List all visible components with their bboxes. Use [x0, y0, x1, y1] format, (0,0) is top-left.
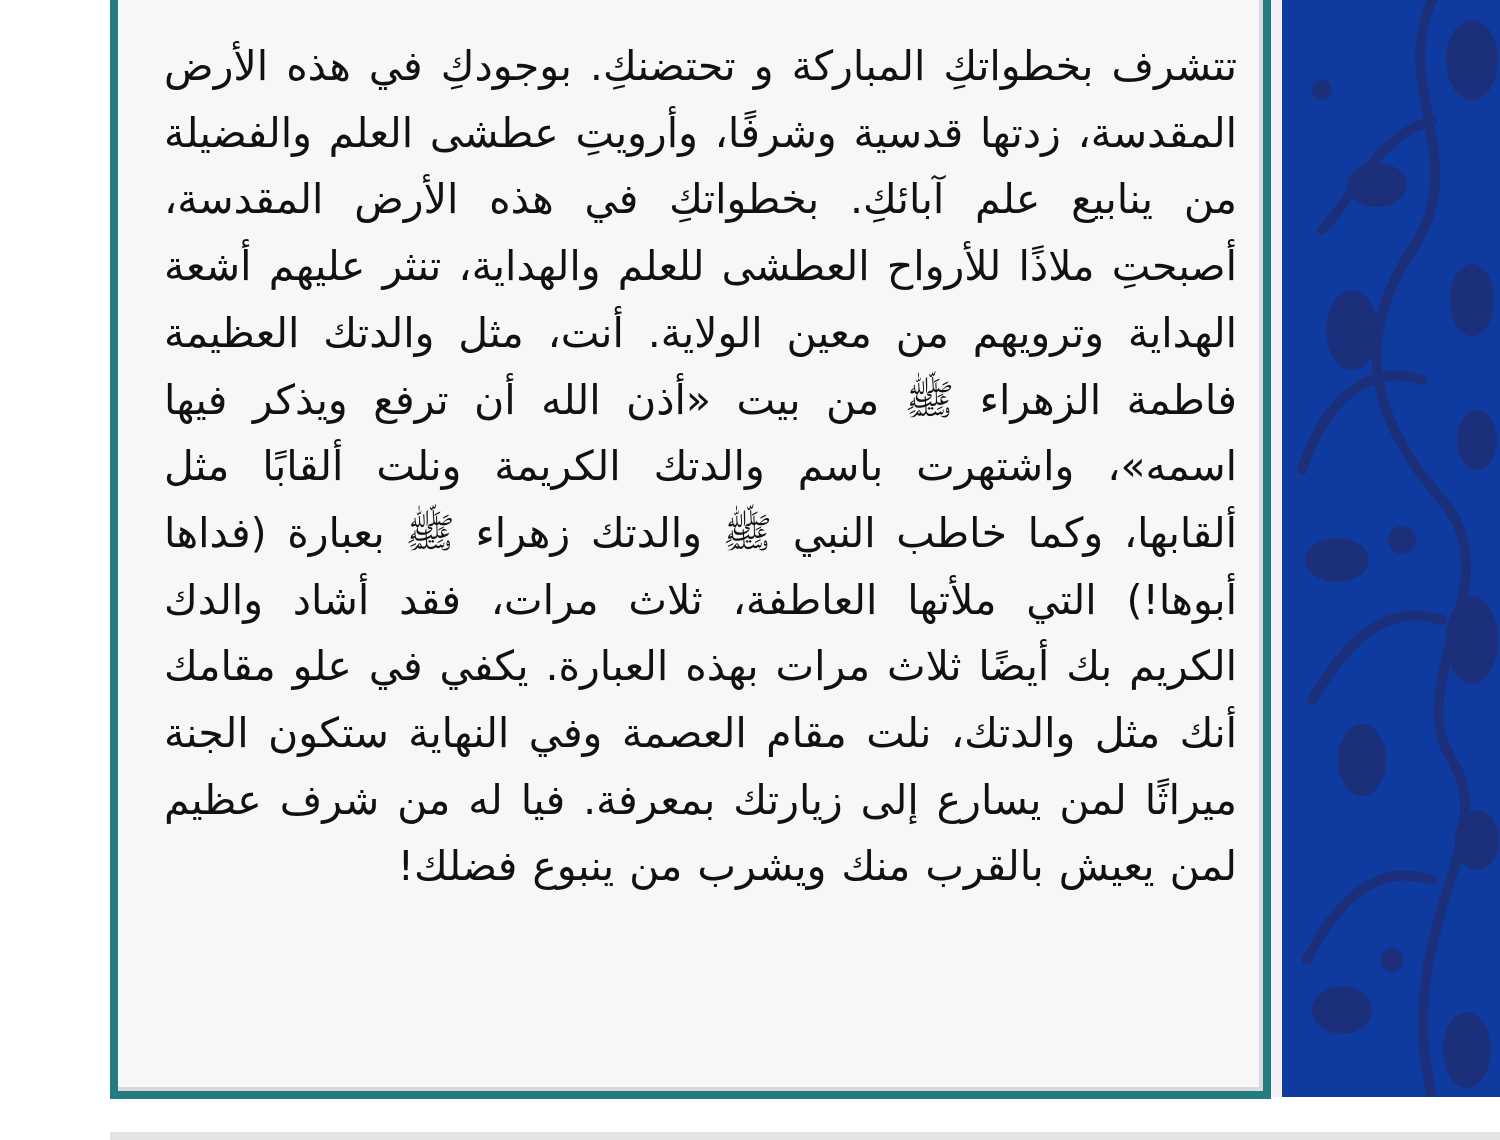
body-paragraph: تتشرف بخطواتكِ المباركة و تحتضنكِ. بوجودكِ في هذه الأرض المقدسة، زدتها قدسية وشرفًا، وأرويتِ عطشى العلم والفضيلة من ينابيع علم آبائكِ. بخطواتكِ في هذه الأرض المقدسة، أصبحتِ ملاذًا للأرواح العطشى للعلم والهداية، تنثر عليهم أشعة الهداية وترويهم من معين الولاية. أنت، مثل والدتك العظيمة فاطمة الزهراء ﷺ من بيت «أذن الله أن ترفع ويذكر فيها اسمه»، واشتهرت باسم والدتك الكريمة ونلت ألقابًا مثل ألقابها، وكما خاطب النبي ﷺ والدتك زهراء ﷺ بعبارة (فداها أبوها!) التي ملأتها العاطفة، ثلاث مرات، فقد أشاد والدك الكريم بك أيضًا ثلاث مرات بهذه العبارة. يكفي في علو مقامك أنك مثل والدتك، نلت مقام العصمة وفي النهاية ستكون الجنة ميراثًا لمن يسارع إلى زيارتك بمعرفة. فيا له من شرف عظيم لمن يعيش بالقرب منك ويشرب من ينبوع فضلك!	[164, 42, 1237, 891]
decorative-panel	[1282, 0, 1500, 1097]
panel-gap	[1271, 0, 1282, 1097]
bottom-divider	[110, 1132, 1500, 1140]
text-card	[110, 0, 1271, 1099]
floral-arabesque-icon	[1282, 0, 1500, 1097]
